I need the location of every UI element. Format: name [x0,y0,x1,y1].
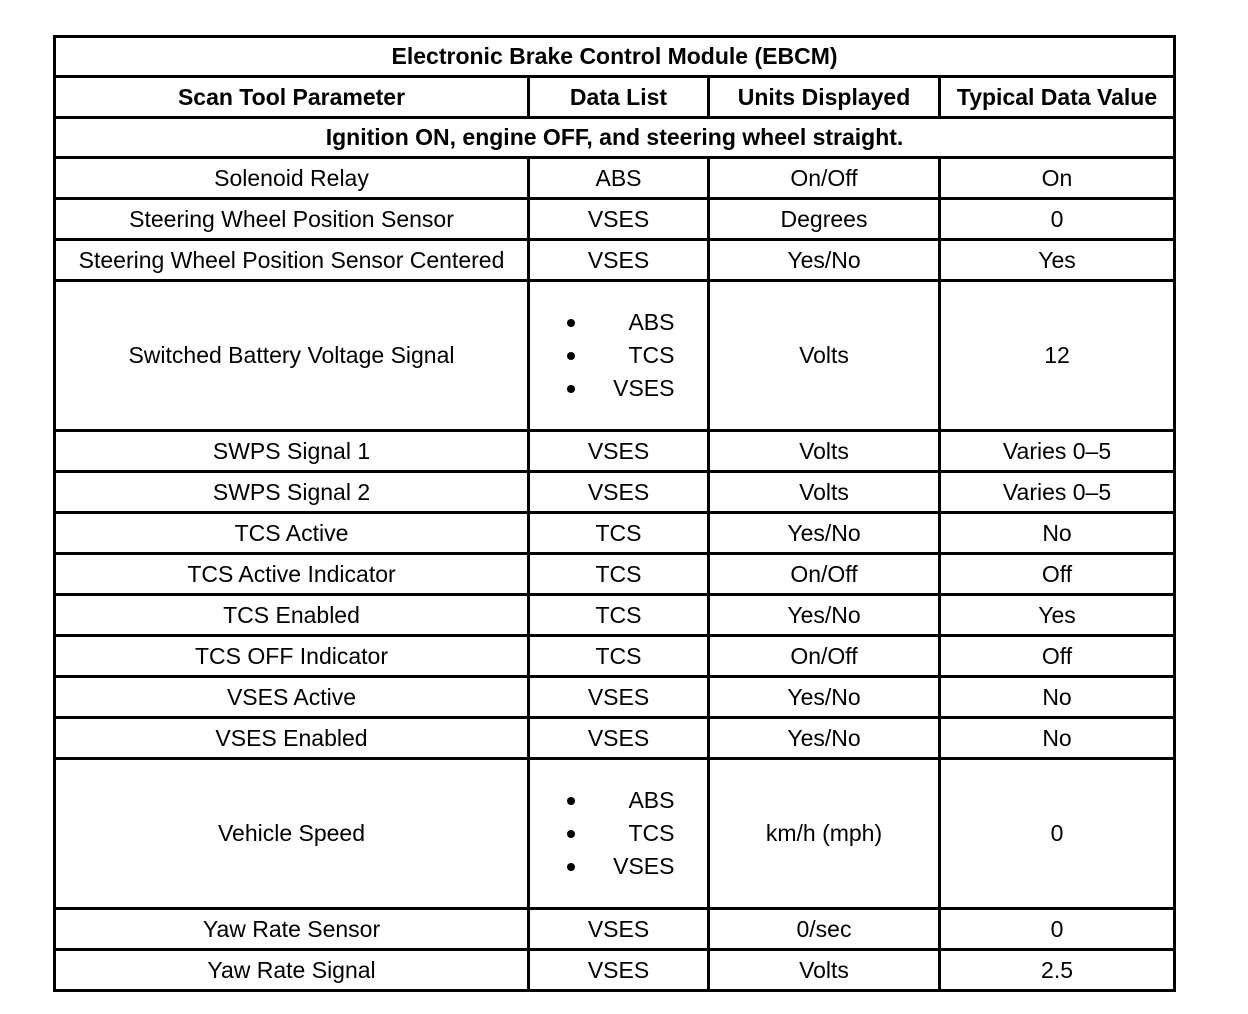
parameter-cell: SWPS Signal 1 [55,431,529,472]
table-row [55,595,1175,636]
data-list-item: TCS [563,339,675,372]
units-cell: Volts [709,281,940,431]
parameter-cell: TCS Enabled [55,595,529,636]
parameter-cell: TCS Active [55,513,529,554]
units-cell: Volts [709,431,940,472]
units-cell: Yes/No [709,595,940,636]
typical-value-cell: 0 [940,199,1175,240]
table-row [55,158,1175,199]
units-cell: Volts [709,950,940,991]
parameter-cell: Yaw Rate Signal [55,950,529,991]
data-list-cell: VSES [529,472,709,513]
data-list-item: VSES [563,372,675,405]
column-header-data-list: Data List [529,77,709,118]
parameter-cell: VSES Active [55,677,529,718]
column-header-units: Units Displayed [709,77,940,118]
typical-value-cell: No [940,677,1175,718]
data-list-item: TCS [563,817,675,850]
parameter-cell: Steering Wheel Position Sensor [55,199,529,240]
parameter-cell: TCS OFF Indicator [55,636,529,677]
data-list-cell: TCS [529,554,709,595]
typical-value-cell: No [940,513,1175,554]
column-header-parameter: Scan Tool Parameter [55,77,529,118]
table-row [55,636,1175,677]
typical-value-cell: Off [940,636,1175,677]
data-list-cell [529,759,709,909]
table-row [55,240,1175,281]
condition-row [55,118,1175,158]
table-row [55,759,1175,909]
units-cell: On/Off [709,158,940,199]
parameter-cell: VSES Enabled [55,718,529,759]
units-cell: Yes/No [709,718,940,759]
table-row [55,950,1175,991]
typical-value-cell: 12 [940,281,1175,431]
parameter-cell: Switched Battery Voltage Signal [55,281,529,431]
units-cell: On/Off [709,554,940,595]
data-list-cell: ABS [529,158,709,199]
data-list-cell: VSES [529,431,709,472]
units-cell: Yes/No [709,677,940,718]
data-list-bullets [563,784,675,883]
table-row [55,281,1175,431]
units-cell: Yes/No [709,240,940,281]
units-cell: Degrees [709,199,940,240]
column-header-typical-value: Typical Data Value [940,77,1175,118]
units-cell: On/Off [709,636,940,677]
typical-value-cell: Varies 0–5 [940,431,1175,472]
parameter-cell: TCS Active Indicator [55,554,529,595]
data-list-item: ABS [563,784,675,817]
table-row [55,718,1175,759]
parameter-cell: Yaw Rate Sensor [55,909,529,950]
data-list-cell: VSES [529,718,709,759]
units-cell: Yes/No [709,513,940,554]
units-cell: 0/sec [709,909,940,950]
table-title: Electronic Brake Control Module (EBCM) [55,37,1175,77]
typical-value-cell: Varies 0–5 [940,472,1175,513]
data-list-cell: VSES [529,199,709,240]
typical-value-cell: Yes [940,240,1175,281]
parameter-cell: SWPS Signal 2 [55,472,529,513]
parameter-cell: Solenoid Relay [55,158,529,199]
title-row [55,37,1175,77]
data-list-bullets [563,306,675,405]
data-list-item: ABS [563,306,675,339]
data-list-cell: TCS [529,513,709,554]
typical-value-cell: Off [940,554,1175,595]
data-list-cell: VSES [529,677,709,718]
ebcm-data-table [53,35,1176,992]
table-row [55,472,1175,513]
table-row [55,431,1175,472]
header-row [55,77,1175,118]
table-row [55,554,1175,595]
typical-value-cell: No [940,718,1175,759]
data-list-cell: VSES [529,909,709,950]
data-list-cell: VSES [529,950,709,991]
table-row [55,677,1175,718]
data-list-cell: TCS [529,636,709,677]
data-list-cell: VSES [529,240,709,281]
table-row [55,199,1175,240]
table-row [55,909,1175,950]
table-row [55,513,1175,554]
data-list-cell: TCS [529,595,709,636]
parameter-cell: Vehicle Speed [55,759,529,909]
parameter-cell: Steering Wheel Position Sensor Centered [55,240,529,281]
typical-value-cell: 2.5 [940,950,1175,991]
units-cell: Volts [709,472,940,513]
typical-value-cell: 0 [940,909,1175,950]
data-list-item: VSES [563,850,675,883]
units-cell: km/h (mph) [709,759,940,909]
typical-value-cell: 0 [940,759,1175,909]
condition-text: Ignition ON, engine OFF, and steering wheel straight. [55,118,1175,158]
typical-value-cell: Yes [940,595,1175,636]
typical-value-cell: On [940,158,1175,199]
data-list-cell [529,281,709,431]
